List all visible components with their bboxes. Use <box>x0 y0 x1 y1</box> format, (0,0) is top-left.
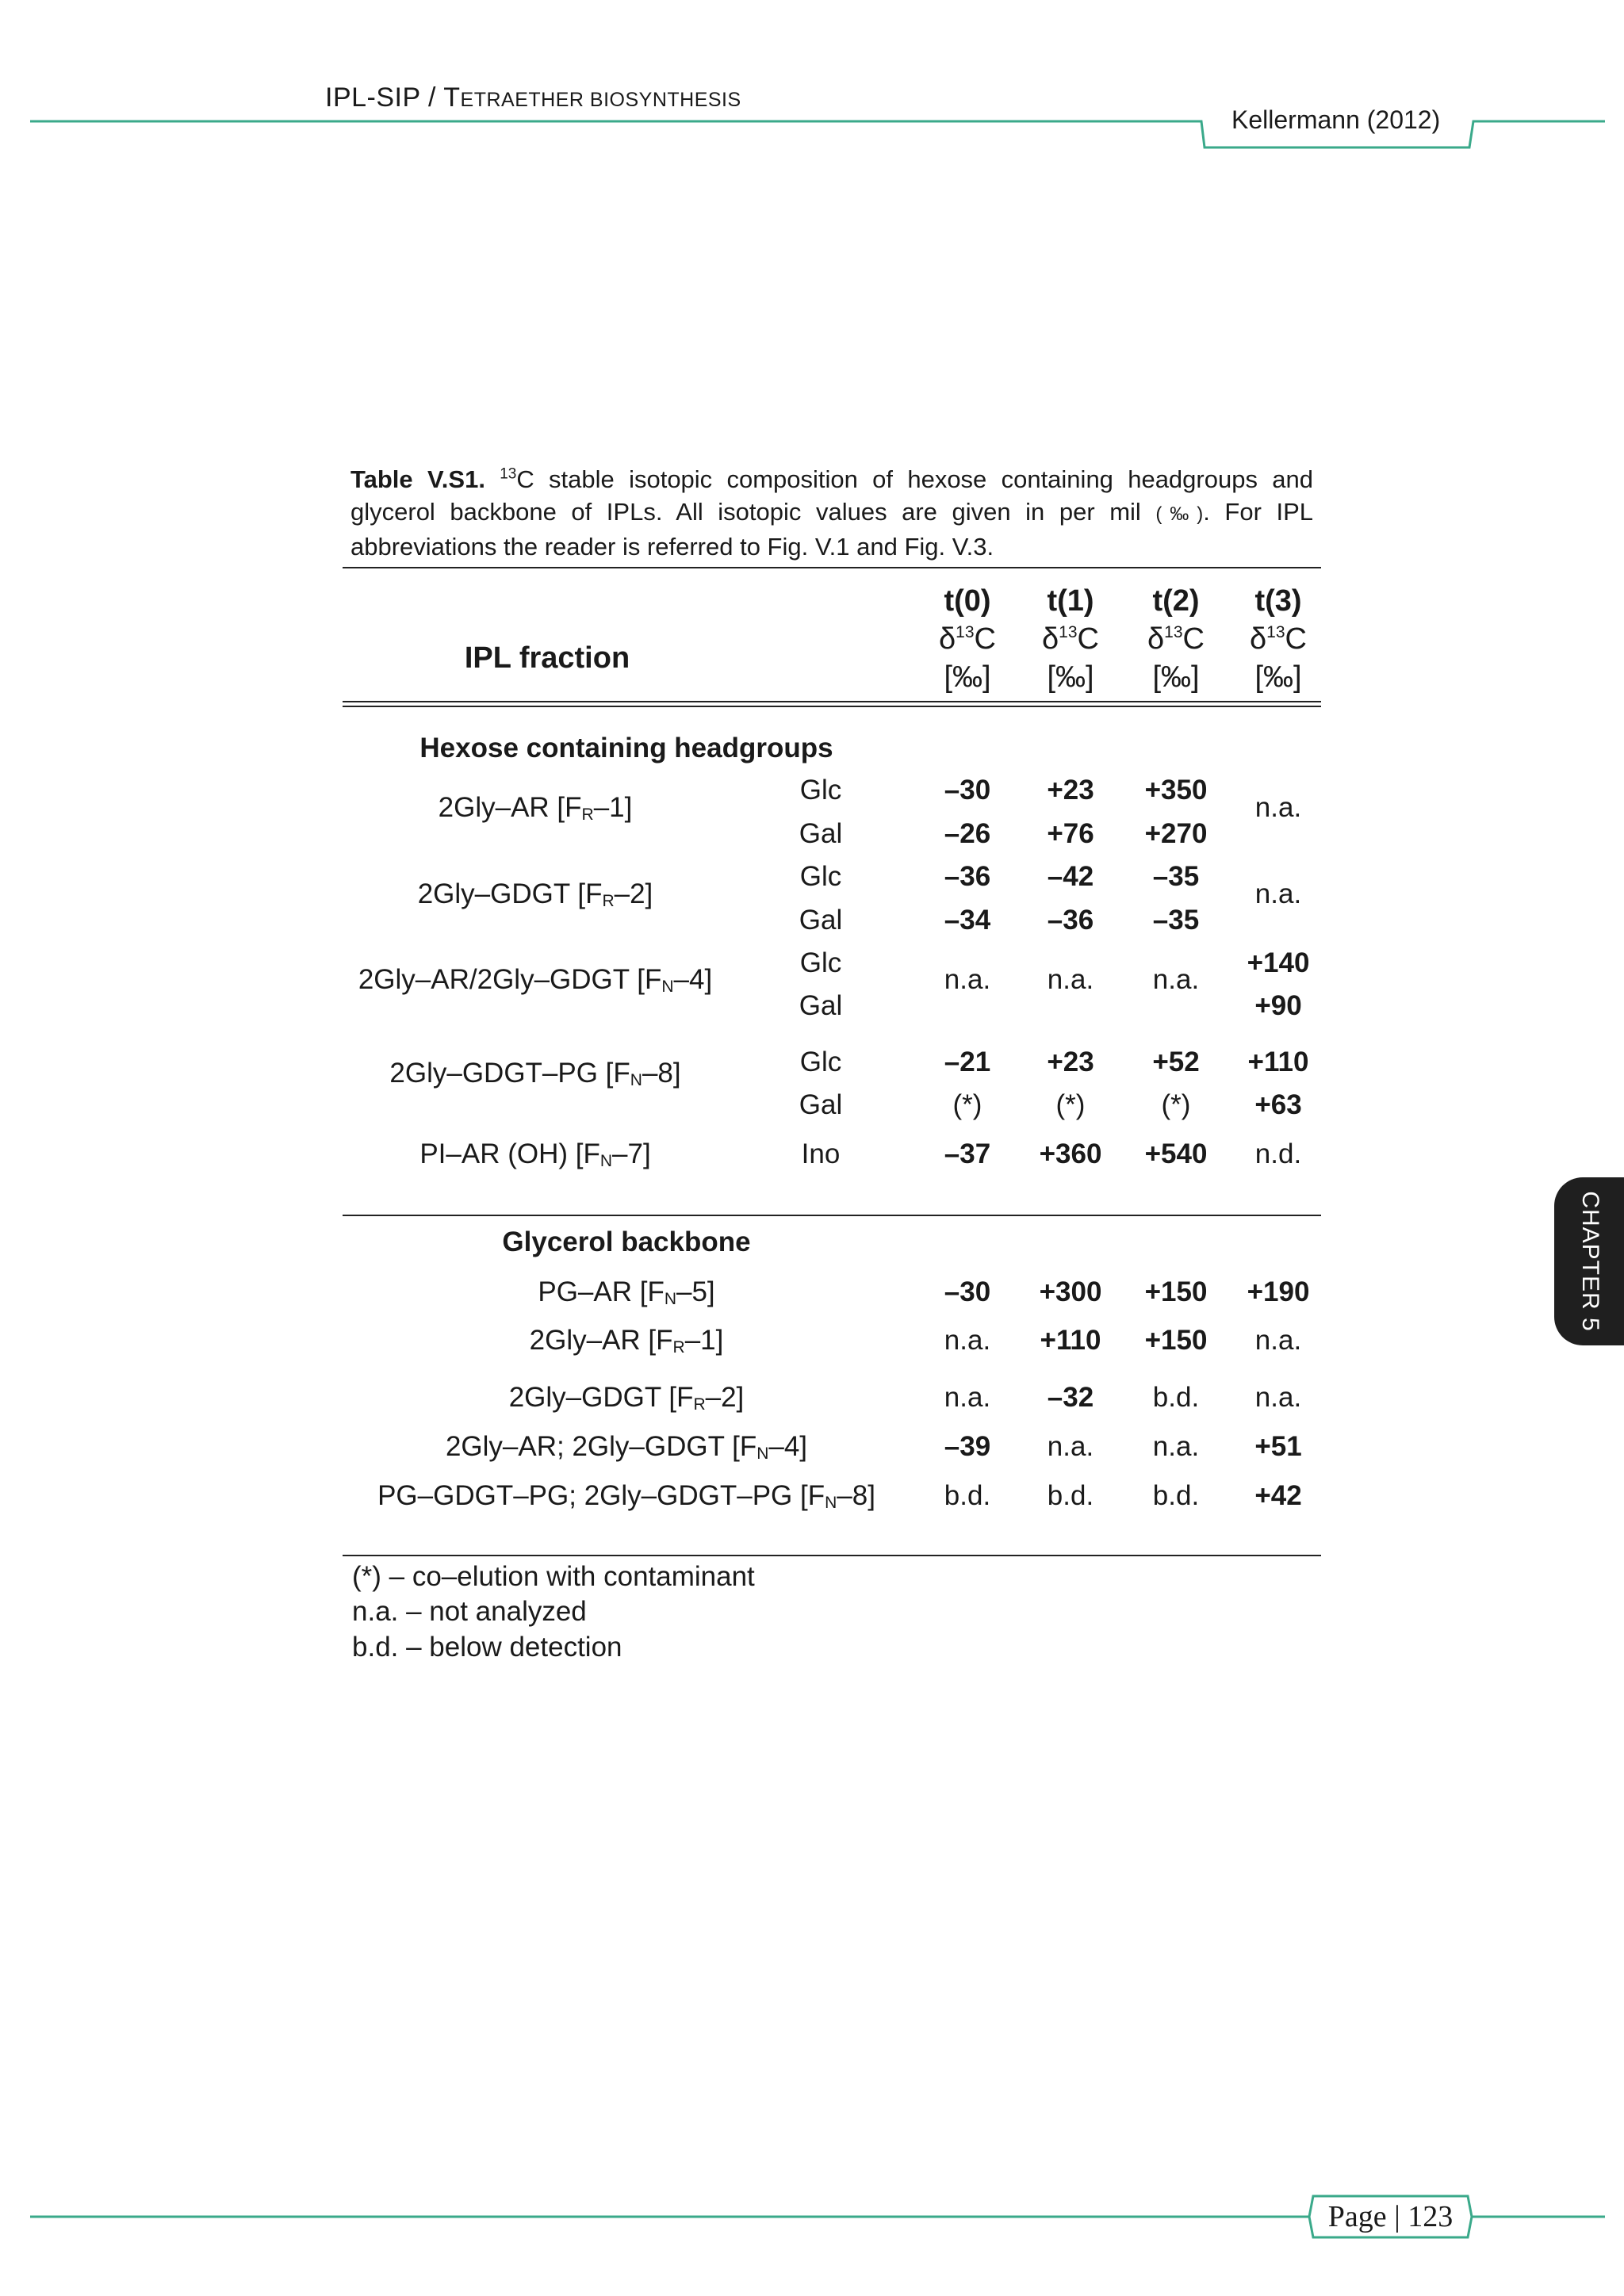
value-cell: +52 <box>1152 1047 1200 1077</box>
table-footnote: (*) – co–elution with contaminant <box>352 1561 755 1592</box>
column-header-t2: t(2) $\delta^{13}C$ [‰] <box>1147 584 1205 694</box>
value-cell: –36 <box>1047 905 1094 936</box>
value-cell: +23 <box>1047 1047 1094 1077</box>
value-cell: n.a. <box>1254 1382 1302 1413</box>
value-cell: +270 <box>1144 818 1208 849</box>
ipl-name: PI–AR (OH) [FN–7] <box>419 1138 651 1170</box>
header-double-rule-2 <box>343 706 1321 707</box>
value-cell: +150 <box>1144 1325 1208 1356</box>
value-cell: n.a. <box>1047 964 1094 995</box>
value-cell: –30 <box>944 1276 991 1307</box>
value-cell: +63 <box>1254 1089 1302 1120</box>
value-cell: –36 <box>944 861 991 892</box>
value-cell: b.d. <box>1152 1382 1200 1413</box>
ipl-name: PG–AR [FN–5] <box>538 1276 715 1308</box>
value-cell: +42 <box>1254 1480 1302 1511</box>
table-bottom-rule <box>343 1555 1321 1556</box>
running-author: Kellermann (2012) <box>1231 105 1441 134</box>
table-footnote: n.a. – not analyzed <box>352 1596 587 1627</box>
value-cell: n.a. <box>1254 878 1302 909</box>
value-cell: +110 <box>1040 1325 1101 1356</box>
value-cell: –35 <box>1152 905 1200 936</box>
sugar-label: Glc <box>799 947 842 978</box>
value-cell: –32 <box>1047 1382 1094 1413</box>
value-cell: n.a. <box>1254 1325 1302 1356</box>
value-cell: n.a. <box>1152 964 1200 995</box>
value-cell: b.d. <box>944 1480 991 1511</box>
ipl-name: 2Gly–AR [FR–1] <box>438 792 633 824</box>
value-cell: +110 <box>1247 1047 1309 1077</box>
value-cell: (*) <box>952 1089 982 1120</box>
value-cell: +360 <box>1039 1138 1102 1169</box>
value-cell: +90 <box>1254 990 1302 1021</box>
sugar-label: Glc <box>799 775 842 806</box>
table-label: Table V.S1. <box>350 465 485 493</box>
value-cell: –39 <box>944 1431 991 1462</box>
value-cell: –26 <box>944 818 991 849</box>
ipl-name: 2Gly–AR; 2Gly–GDGT [FN–4] <box>445 1431 808 1463</box>
sugar-label: Gal <box>799 905 843 936</box>
table-footnote: b.d. – below detection <box>352 1632 622 1663</box>
value-cell: +190 <box>1247 1276 1310 1307</box>
sugar-label: Glc <box>799 861 842 892</box>
ipl-name: 2Gly–AR/2Gly–GDGT [FN–4] <box>358 964 713 996</box>
value-cell: n.a. <box>1047 1431 1094 1462</box>
header-double-rule-1 <box>343 701 1321 702</box>
ipl-fraction-header: IPL fraction <box>464 641 630 675</box>
running-title: IPL-SIP / TETRAETHER BIOSYNTHESIS <box>325 82 741 113</box>
value-cell: +23 <box>1047 775 1094 806</box>
value-cell: +51 <box>1254 1431 1302 1462</box>
value-cell: n.a. <box>944 1382 991 1413</box>
sugar-label: Glc <box>799 1047 842 1077</box>
value-cell: –37 <box>944 1138 991 1169</box>
value-cell: –35 <box>1152 861 1200 892</box>
value-cell: +540 <box>1144 1138 1208 1169</box>
value-cell: +150 <box>1144 1276 1208 1307</box>
sugar-label: Ino <box>801 1138 841 1169</box>
ipl-name: 2Gly–GDGT–PG [FN–8] <box>389 1058 681 1089</box>
chapter-tab: CHAPTER 5 <box>1554 1177 1624 1345</box>
value-cell: –30 <box>944 775 991 806</box>
page-number: Page | 123 <box>1327 2200 1454 2233</box>
value-cell: n.a. <box>944 964 991 995</box>
page-header <box>0 0 1624 159</box>
table-top-rule <box>343 567 1321 568</box>
ipl-name: 2Gly–AR [FR–1] <box>529 1325 724 1357</box>
column-header-t1: t(1) $\delta^{13}C$ [‰] <box>1042 584 1099 694</box>
value-cell: +76 <box>1047 818 1094 849</box>
sugar-label: Gal <box>799 990 843 1021</box>
value-cell: n.d. <box>1254 1138 1302 1169</box>
value-cell: b.d. <box>1047 1480 1094 1511</box>
ipl-name: PG–GDGT–PG; 2Gly–GDGT–PG [FN–8] <box>377 1480 875 1512</box>
value-cell: (*) <box>1161 1089 1191 1120</box>
value-cell: n.a. <box>1254 792 1302 823</box>
ipl-name: 2Gly–GDGT [FR–2] <box>417 878 653 910</box>
value-cell: –34 <box>944 905 991 936</box>
value-cell: b.d. <box>1152 1480 1200 1511</box>
column-header-t0: t(0) $\delta^{13}C$ [‰] <box>939 584 996 694</box>
value-cell: –42 <box>1047 861 1094 892</box>
value-cell: +300 <box>1039 1276 1102 1307</box>
section-title-glycerol: Glycerol backbone <box>502 1226 751 1257</box>
ipl-name: 2Gly–GDGT [FR–2] <box>508 1382 745 1414</box>
section-rule <box>343 1215 1321 1216</box>
section-title-hexose: Hexose containing headgroups <box>419 733 833 763</box>
value-cell: n.a. <box>944 1325 991 1356</box>
sugar-label: Gal <box>799 818 843 849</box>
column-header-t3: t(3) $\delta^{13}C$ [‰] <box>1250 584 1307 694</box>
value-cell: (*) <box>1055 1089 1086 1120</box>
table-caption: Table V.S1. $^{13}$C stable isotopic composition of hexose containing headgroups and glycerol backbone of IPLs. All isotopic values are given in per mil (‰). For IPL abbreviations the reader is referred to Fig. V.1 and Fig. V.3. <box>350 465 1313 561</box>
value-cell: +140 <box>1247 947 1310 978</box>
header-rule <box>0 0 1624 159</box>
sugar-label: Gal <box>799 1089 843 1120</box>
value-cell: n.a. <box>1152 1431 1200 1462</box>
value-cell: +350 <box>1144 775 1208 806</box>
value-cell: –21 <box>944 1047 991 1077</box>
